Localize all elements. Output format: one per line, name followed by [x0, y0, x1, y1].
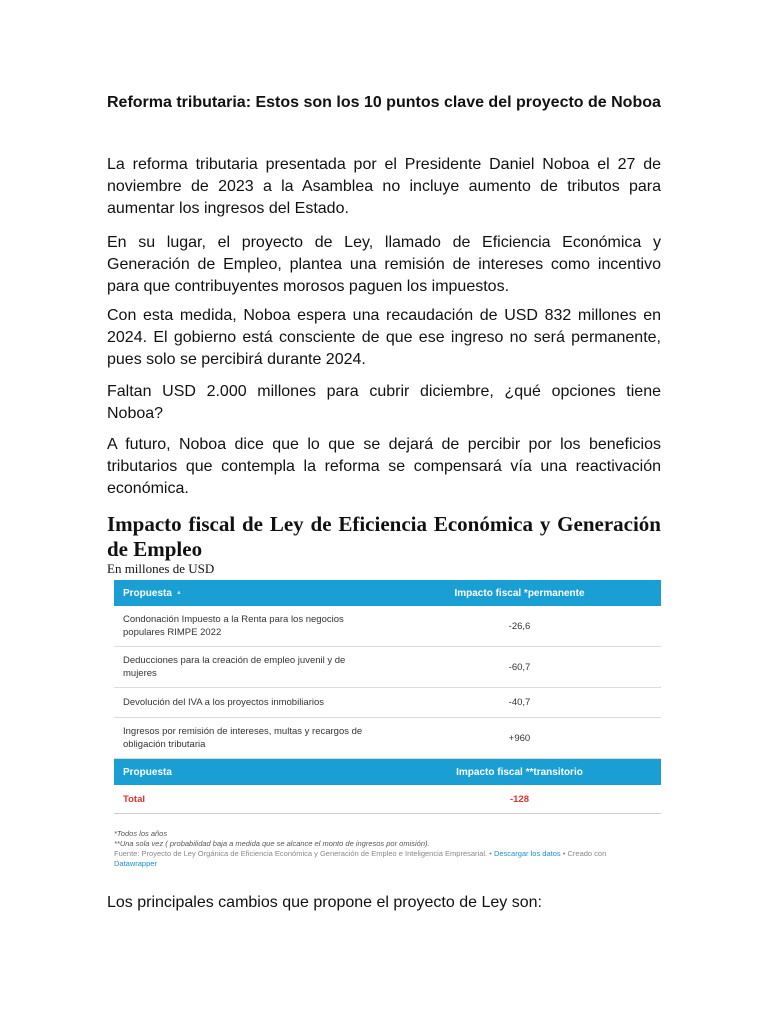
paragraph-4: Faltan USD 2.000 millones para cubrir diciembre, ¿qué opciones tiene Noboa?: [107, 383, 661, 422]
chart-source-line: [114, 849, 661, 859]
download-data-link[interactable]: Descargar los datos: [493, 849, 561, 858]
table-subheader-row: [114, 759, 661, 786]
fiscal-impact-table: [114, 580, 661, 814]
paragraph-5: A futuro, Noboa dice que lo que se dejará de percibir por los beneficios tributarios que contempla la reforma se compensará vía una reactivación económica.: [107, 436, 661, 497]
row-propuesta: Devolución del IVA a los proyectos inmobiliarios: [114, 688, 378, 718]
row-impacto: +960: [378, 718, 661, 759]
total-value: -128: [378, 785, 661, 814]
closing-paragraph: Los principales cambios que propone el proyecto de Ley son:: [107, 894, 542, 911]
created-with-label: Creado con: [567, 849, 607, 858]
datawrapper-link[interactable]: Datawrapper: [114, 859, 157, 868]
table-header-row: [114, 580, 661, 606]
footnote-permanent: *Todos los años: [114, 829, 168, 838]
article-headline: Reforma tributaria: Estos son los 10 puntos clave del proyecto de Noboa: [107, 94, 661, 111]
row-propuesta: Deducciones para la creación de empleo juvenil y de mujeres: [114, 647, 378, 688]
sort-ascending-icon[interactable]: ▲: [175, 589, 182, 596]
table-row: [114, 718, 661, 759]
separator-dot: •: [562, 849, 566, 858]
subheader-impacto: Impacto fiscal **transitorio: [378, 759, 661, 786]
table-row: [114, 647, 661, 688]
subheader-propuesta: Propuesta: [114, 759, 378, 786]
column-header-impacto[interactable]: Impacto fiscal *permanente: [378, 580, 661, 606]
row-propuesta: Ingresos por remisión de intereses, multas y recargos de obligación tributaria: [114, 718, 378, 759]
row-propuesta: Condonación Impuesto a la Renta para los negocios populares RIMPE 2022: [114, 606, 378, 647]
chart-subtitle: En millones de USD: [107, 561, 215, 576]
paragraph-1: La reforma tributaria presentada por el Presidente Daniel Noboa el 27 de noviembre de 2023 a la Asamblea no incluye aumento de tributos para aumentar los ingresos del Estado.: [107, 156, 661, 217]
paragraph-2: En su lugar, el proyecto de Ley, llamado de Eficiencia Económica y Generación de Empleo, plantea una remisión de intereses como incentivo para que contribuyentes morosos paguen los impuestos.: [107, 234, 661, 295]
chart-footnotes: [114, 829, 661, 869]
paragraph-3: Con esta medida, Noboa espera una recaudación de USD 832 millones en 2024. El gobierno está consciente de que ese ingreso no será permanente, pues solo se percibirá durante 2024.: [107, 307, 661, 368]
row-impacto: -40,7: [378, 688, 661, 718]
column-header-propuesta[interactable]: Propuesta ▲: [114, 580, 378, 606]
row-impacto: -26,6: [378, 606, 661, 647]
separator-dot: •: [489, 849, 492, 858]
chart-title: Impacto fiscal de Ley de Eficiencia Económica y Generación de Empleo: [107, 512, 661, 561]
row-impacto: -60,7: [378, 647, 661, 688]
total-label: Total: [114, 785, 378, 814]
footnote-transitory: **Una sola vez ( probabilidad baja a medida que se alcance el monto de ingresos por omisión).: [114, 839, 430, 848]
total-row: [114, 785, 661, 814]
table-row: [114, 688, 661, 718]
table-row: [114, 606, 661, 647]
chart-source: Fuente: Proyecto de Ley Orgánica de Eficiencia Económica y Generación de Empleo e Inteligencia Empresarial.: [114, 849, 488, 858]
